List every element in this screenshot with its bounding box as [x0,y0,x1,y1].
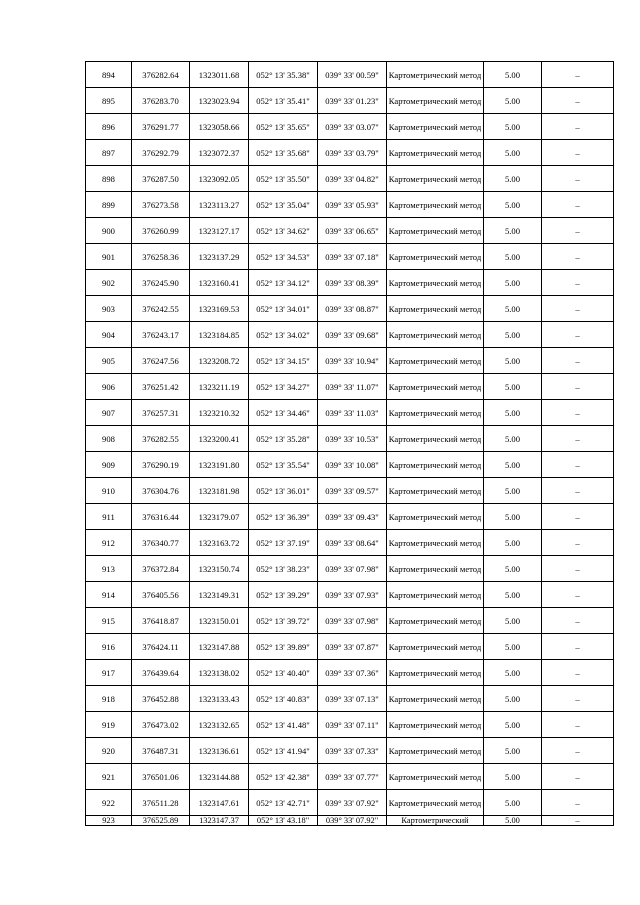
x-coordinate-cell: 376258.36 [132,244,190,270]
table-row [86,322,614,348]
x-coordinate-cell: 376290.19 [132,452,190,478]
table-row [86,530,614,556]
method-cell: Картометрический метод [387,322,484,348]
method-cell: Картометрический метод [387,270,484,296]
note-cell: – [542,400,614,426]
table-row [86,582,614,608]
x-coordinate-cell: 376257.31 [132,400,190,426]
longitude-cell: 039° 33' 05.93" [318,192,387,218]
coordinates-table-page [85,61,613,826]
method-cell: Картометрический метод [387,88,484,114]
x-coordinate-cell: 376243.17 [132,322,190,348]
method-cell: Картометрический метод [387,790,484,816]
note-cell: – [542,374,614,400]
longitude-cell: 039° 33' 08.87" [318,296,387,322]
x-coordinate-cell: 376439.64 [132,660,190,686]
longitude-cell: 039° 33' 10.53" [318,426,387,452]
table-row [86,62,614,88]
y-coordinate-cell: 1323169.53 [190,296,249,322]
precision-cell: 5.00 [484,140,542,166]
coordinates-table [85,61,614,826]
point-number-cell: 909 [86,452,132,478]
table-row [86,400,614,426]
precision-cell: 5.00 [484,686,542,712]
longitude-cell: 039° 33' 09.43" [318,504,387,530]
y-coordinate-cell: 1323058.66 [190,114,249,140]
point-number-cell: 920 [86,738,132,764]
method-cell: Картометрический метод [387,452,484,478]
method-cell: Картометрический метод [387,244,484,270]
point-number-cell: 901 [86,244,132,270]
method-cell: Картометрический метод [387,114,484,140]
longitude-cell: 039° 33' 07.77" [318,764,387,790]
latitude-cell: 052° 13' 34.01" [249,296,318,322]
precision-cell: 5.00 [484,296,542,322]
method-cell: Картометрический [387,816,484,826]
y-coordinate-cell: 1323211.19 [190,374,249,400]
x-coordinate-cell: 376287.50 [132,166,190,192]
longitude-cell: 039° 33' 07.92" [318,790,387,816]
point-number-cell: 905 [86,348,132,374]
method-cell: Картометрический метод [387,556,484,582]
point-number-cell: 919 [86,712,132,738]
latitude-cell: 052° 13' 35.54" [249,452,318,478]
latitude-cell: 052° 13' 34.46" [249,400,318,426]
note-cell: – [542,504,614,530]
longitude-cell: 039° 33' 11.07" [318,374,387,400]
y-coordinate-cell: 1323092.05 [190,166,249,192]
y-coordinate-cell: 1323127.17 [190,218,249,244]
latitude-cell: 052° 13' 35.04" [249,192,318,218]
y-coordinate-cell: 1323133.43 [190,686,249,712]
table-row [86,738,614,764]
precision-cell: 5.00 [484,62,542,88]
point-number-cell: 897 [86,140,132,166]
note-cell: – [542,322,614,348]
x-coordinate-cell: 376292.79 [132,140,190,166]
table-row [86,348,614,374]
table-row [86,504,614,530]
y-coordinate-cell: 1323150.01 [190,608,249,634]
precision-cell: 5.00 [484,322,542,348]
note-cell: – [542,62,614,88]
table-row [86,608,614,634]
x-coordinate-cell: 376273.58 [132,192,190,218]
y-coordinate-cell: 1323138.02 [190,660,249,686]
table-row [86,374,614,400]
y-coordinate-cell: 1323147.61 [190,790,249,816]
latitude-cell: 052° 13' 42.38" [249,764,318,790]
note-cell: – [542,634,614,660]
x-coordinate-cell: 376405.56 [132,582,190,608]
method-cell: Картометрический метод [387,348,484,374]
method-cell: Картометрический метод [387,504,484,530]
latitude-cell: 052° 13' 35.68" [249,140,318,166]
longitude-cell: 039° 33' 09.57" [318,478,387,504]
point-number-cell: 921 [86,764,132,790]
x-coordinate-cell: 376247.56 [132,348,190,374]
note-cell: – [542,790,614,816]
precision-cell: 5.00 [484,348,542,374]
precision-cell: 5.00 [484,374,542,400]
latitude-cell: 052° 13' 36.39" [249,504,318,530]
note-cell: – [542,582,614,608]
table-row [86,192,614,218]
method-cell: Картометрический метод [387,400,484,426]
latitude-cell: 052° 13' 34.62" [249,218,318,244]
y-coordinate-cell: 1323011.68 [190,62,249,88]
latitude-cell: 052° 13' 40.40" [249,660,318,686]
precision-cell: 5.00 [484,816,542,826]
longitude-cell: 039° 33' 07.36" [318,660,387,686]
precision-cell: 5.00 [484,244,542,270]
method-cell: Картометрический метод [387,764,484,790]
y-coordinate-cell: 1323191.80 [190,452,249,478]
precision-cell: 5.00 [484,712,542,738]
x-coordinate-cell: 376501.06 [132,764,190,790]
longitude-cell: 039° 33' 07.87" [318,634,387,660]
method-cell: Картометрический метод [387,738,484,764]
point-number-cell: 912 [86,530,132,556]
precision-cell: 5.00 [484,556,542,582]
table-row [86,88,614,114]
point-number-cell: 923 [86,816,132,826]
note-cell: – [542,738,614,764]
y-coordinate-cell: 1323147.88 [190,634,249,660]
method-cell: Картометрический метод [387,140,484,166]
latitude-cell: 052° 13' 41.48" [249,712,318,738]
x-coordinate-cell: 376525.89 [132,816,190,826]
note-cell: – [542,244,614,270]
x-coordinate-cell: 376245.90 [132,270,190,296]
note-cell: – [542,452,614,478]
precision-cell: 5.00 [484,166,542,192]
latitude-cell: 052° 13' 39.89" [249,634,318,660]
point-number-cell: 911 [86,504,132,530]
latitude-cell: 052° 13' 34.12" [249,270,318,296]
note-cell: – [542,556,614,582]
coordinates-table-body [86,62,614,826]
x-coordinate-cell: 376316.44 [132,504,190,530]
longitude-cell: 039° 33' 10.94" [318,348,387,374]
longitude-cell: 039° 33' 03.79" [318,140,387,166]
x-coordinate-cell: 376473.02 [132,712,190,738]
precision-cell: 5.00 [484,114,542,140]
precision-cell: 5.00 [484,270,542,296]
note-cell: – [542,218,614,244]
latitude-cell: 052° 13' 35.28" [249,426,318,452]
precision-cell: 5.00 [484,608,542,634]
precision-cell: 5.00 [484,218,542,244]
note-cell: – [542,686,614,712]
longitude-cell: 039° 33' 06.65" [318,218,387,244]
x-coordinate-cell: 376282.55 [132,426,190,452]
table-row [86,660,614,686]
table-row [86,712,614,738]
note-cell: – [542,192,614,218]
method-cell: Картометрический метод [387,166,484,192]
method-cell: Картометрический метод [387,218,484,244]
point-number-cell: 903 [86,296,132,322]
longitude-cell: 039° 33' 07.13" [318,686,387,712]
table-row [86,790,614,816]
longitude-cell: 039° 33' 07.33" [318,738,387,764]
longitude-cell: 039° 33' 07.18" [318,244,387,270]
point-number-cell: 894 [86,62,132,88]
precision-cell: 5.00 [484,426,542,452]
y-coordinate-cell: 1323160.41 [190,270,249,296]
point-number-cell: 906 [86,374,132,400]
point-number-cell: 904 [86,322,132,348]
point-number-cell: 914 [86,582,132,608]
table-row [86,114,614,140]
note-cell: – [542,712,614,738]
method-cell: Картометрический метод [387,686,484,712]
note-cell: – [542,530,614,556]
y-coordinate-cell: 1323144.88 [190,764,249,790]
point-number-cell: 898 [86,166,132,192]
point-number-cell: 902 [86,270,132,296]
point-number-cell: 895 [86,88,132,114]
x-coordinate-cell: 376372.84 [132,556,190,582]
note-cell: – [542,764,614,790]
x-coordinate-cell: 376418.87 [132,608,190,634]
y-coordinate-cell: 1323163.72 [190,530,249,556]
table-row-partial [86,816,614,826]
latitude-cell: 052° 13' 36.01" [249,478,318,504]
y-coordinate-cell: 1323132.65 [190,712,249,738]
y-coordinate-cell: 1323137.29 [190,244,249,270]
method-cell: Картометрический метод [387,530,484,556]
point-number-cell: 900 [86,218,132,244]
precision-cell: 5.00 [484,504,542,530]
longitude-cell: 039° 33' 07.92" [318,816,387,826]
longitude-cell: 039° 33' 07.98" [318,608,387,634]
longitude-cell: 039° 33' 07.98" [318,556,387,582]
table-row [86,218,614,244]
method-cell: Картометрический метод [387,660,484,686]
table-row [86,166,614,192]
point-number-cell: 922 [86,790,132,816]
longitude-cell: 039° 33' 03.07" [318,114,387,140]
point-number-cell: 917 [86,660,132,686]
note-cell: – [542,166,614,192]
point-number-cell: 910 [86,478,132,504]
table-row [86,452,614,478]
y-coordinate-cell: 1323200.41 [190,426,249,452]
point-number-cell: 899 [86,192,132,218]
method-cell: Картометрический метод [387,478,484,504]
note-cell: – [542,270,614,296]
note-cell: – [542,348,614,374]
point-number-cell: 907 [86,400,132,426]
precision-cell: 5.00 [484,764,542,790]
method-cell: Картометрический метод [387,712,484,738]
point-number-cell: 896 [86,114,132,140]
y-coordinate-cell: 1323181.98 [190,478,249,504]
latitude-cell: 052° 13' 41.94" [249,738,318,764]
x-coordinate-cell: 376340.77 [132,530,190,556]
longitude-cell: 039° 33' 08.39" [318,270,387,296]
longitude-cell: 039° 33' 11.03" [318,400,387,426]
table-row [86,140,614,166]
x-coordinate-cell: 376251.42 [132,374,190,400]
longitude-cell: 039° 33' 07.93" [318,582,387,608]
longitude-cell: 039° 33' 07.11" [318,712,387,738]
method-cell: Картометрический метод [387,608,484,634]
x-coordinate-cell: 376282.64 [132,62,190,88]
x-coordinate-cell: 376304.76 [132,478,190,504]
precision-cell: 5.00 [484,88,542,114]
table-row [86,634,614,660]
method-cell: Картометрический метод [387,634,484,660]
latitude-cell: 052° 13' 35.50" [249,166,318,192]
table-row [86,426,614,452]
note-cell: – [542,88,614,114]
latitude-cell: 052° 13' 35.41" [249,88,318,114]
point-number-cell: 915 [86,608,132,634]
y-coordinate-cell: 1323210.32 [190,400,249,426]
note-cell: – [542,296,614,322]
precision-cell: 5.00 [484,452,542,478]
precision-cell: 5.00 [484,634,542,660]
table-row [86,478,614,504]
longitude-cell: 039° 33' 01.23" [318,88,387,114]
point-number-cell: 918 [86,686,132,712]
note-cell: – [542,478,614,504]
point-number-cell: 913 [86,556,132,582]
latitude-cell: 052° 13' 38.23" [249,556,318,582]
table-row [86,556,614,582]
x-coordinate-cell: 376487.31 [132,738,190,764]
x-coordinate-cell: 376291.77 [132,114,190,140]
note-cell: – [542,816,614,826]
y-coordinate-cell: 1323147.37 [190,816,249,826]
precision-cell: 5.00 [484,582,542,608]
precision-cell: 5.00 [484,738,542,764]
method-cell: Картометрический метод [387,426,484,452]
precision-cell: 5.00 [484,478,542,504]
method-cell: Картометрический метод [387,62,484,88]
method-cell: Картометрический метод [387,374,484,400]
table-row [86,296,614,322]
longitude-cell: 039° 33' 04.82" [318,166,387,192]
y-coordinate-cell: 1323136.61 [190,738,249,764]
y-coordinate-cell: 1323023.94 [190,88,249,114]
y-coordinate-cell: 1323149.31 [190,582,249,608]
longitude-cell: 039° 33' 00.59" [318,62,387,88]
y-coordinate-cell: 1323208.72 [190,348,249,374]
y-coordinate-cell: 1323184.85 [190,322,249,348]
longitude-cell: 039° 33' 08.64" [318,530,387,556]
method-cell: Картометрический метод [387,582,484,608]
precision-cell: 5.00 [484,192,542,218]
latitude-cell: 052° 13' 39.29" [249,582,318,608]
latitude-cell: 052° 13' 37.19" [249,530,318,556]
y-coordinate-cell: 1323113.27 [190,192,249,218]
note-cell: – [542,660,614,686]
precision-cell: 5.00 [484,790,542,816]
method-cell: Картометрический метод [387,296,484,322]
table-row [86,764,614,790]
x-coordinate-cell: 376424.11 [132,634,190,660]
x-coordinate-cell: 376511.28 [132,790,190,816]
table-row [86,270,614,296]
note-cell: – [542,140,614,166]
x-coordinate-cell: 376452.88 [132,686,190,712]
x-coordinate-cell: 376242.55 [132,296,190,322]
x-coordinate-cell: 376260.99 [132,218,190,244]
table-row [86,244,614,270]
point-number-cell: 908 [86,426,132,452]
latitude-cell: 052° 13' 34.27" [249,374,318,400]
latitude-cell: 052° 13' 34.53" [249,244,318,270]
latitude-cell: 052° 13' 34.15" [249,348,318,374]
y-coordinate-cell: 1323072.37 [190,140,249,166]
x-coordinate-cell: 376283.70 [132,88,190,114]
latitude-cell: 052° 13' 35.38" [249,62,318,88]
precision-cell: 5.00 [484,400,542,426]
latitude-cell: 052° 13' 39.72" [249,608,318,634]
precision-cell: 5.00 [484,530,542,556]
y-coordinate-cell: 1323179.07 [190,504,249,530]
latitude-cell: 052° 13' 40.83" [249,686,318,712]
method-cell: Картометрический метод [387,192,484,218]
point-number-cell: 916 [86,634,132,660]
latitude-cell: 052° 13' 34.02" [249,322,318,348]
table-row [86,686,614,712]
precision-cell: 5.00 [484,660,542,686]
latitude-cell: 052° 13' 35.65" [249,114,318,140]
longitude-cell: 039° 33' 09.68" [318,322,387,348]
longitude-cell: 039° 33' 10.08" [318,452,387,478]
latitude-cell: 052° 13' 42.71" [249,790,318,816]
note-cell: – [542,114,614,140]
latitude-cell: 052° 13' 43.18" [249,816,318,826]
note-cell: – [542,426,614,452]
note-cell: – [542,608,614,634]
y-coordinate-cell: 1323150.74 [190,556,249,582]
